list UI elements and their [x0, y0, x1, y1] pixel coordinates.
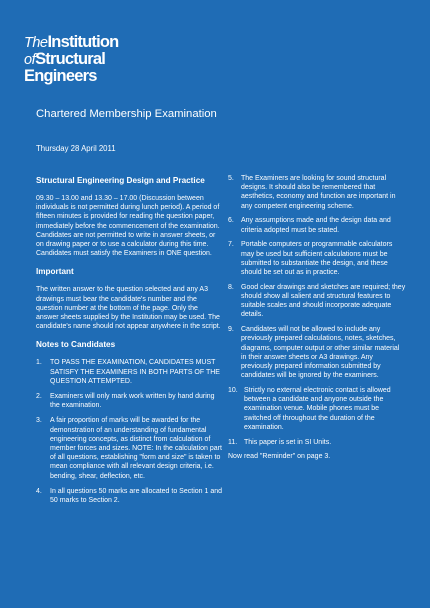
exam-date: Thursday 28 April 2011: [36, 144, 116, 153]
note-item: [228, 438, 406, 447]
note-text: Candidates will not be allowed to include any previously prepared calculations, notes, sketches, diagrams, computer output or other similar material in their answer sheets or A3 drawings. Any previously prepared information submitted by candidates will be ignored by the examiners.: [241, 326, 400, 380]
note-number: 2.: [36, 393, 42, 401]
note-text: Good clear drawings and sketches are required; they should show all salient and structural features to suitable scales and should incorporate adequate details.: [241, 283, 406, 319]
note-text: Any assumptions made and the design data and criteria adopted must be stated.: [241, 217, 391, 234]
note-text: This paper is set in SI Units.: [244, 438, 332, 446]
note-item: [228, 283, 406, 320]
paper-intro: 09.30 – 13.00 and 13.30 – 17.00 (Discussion between individuals is not permitted during lunch period). A period of fifteen minutes is provided for reading the question paper, immediately before the commencement of the examination. Candidates are not permitted to write in answer sheets, or on drawing paper or to use a calculator during this time. Candidates must satisfy the Examiners in ONE question.: [36, 195, 220, 258]
paper-heading: Structural Engineering Design and Practice: [36, 176, 205, 185]
note-text: Portable computers or programmable calculators may be used but sufficient calculations must be submitted to substantiate the design, and these should be set out as in practice.: [241, 241, 393, 277]
note-text: Strictly no external electronic contact is allowed between a candidate and anyone outside the examination venue. Mobile phones must be switched off throughout the duration of the examination.: [244, 387, 391, 431]
notes-heading: Notes to Candidates: [36, 340, 116, 350]
note-item: [36, 416, 222, 480]
logo-line-1: [24, 34, 118, 51]
note-item: [228, 240, 406, 277]
note-text: In all questions 50 marks are allocated to Section 1 and 50 marks to Section 2.: [50, 487, 222, 505]
document-title: Chartered Membership Examination: [36, 108, 217, 120]
logo-institution: Institution: [47, 33, 119, 51]
left-column: [36, 176, 222, 511]
note-item: [228, 386, 406, 432]
note-text: Examiners will only mark work written by hand during the examination.: [50, 393, 215, 410]
logo-line-2: [24, 51, 118, 68]
logo-of: of: [24, 52, 36, 68]
note-number: 11.: [228, 438, 238, 446]
note-item: [36, 487, 222, 505]
institution-logo: [24, 34, 118, 84]
important-text: The written answer to the question selected and any A3 drawings must bear the candidate's number and the question number at the bottom of the page. Only the answer sheets supplied by the Institution may be used. The candidate's name should not appear anywhere in the script.: [36, 286, 221, 331]
important-heading: Important: [36, 267, 74, 277]
logo-structural: Structural: [35, 50, 106, 68]
logo-the: The: [24, 35, 48, 51]
note-text: A fair proportion of marks will be awarded for the demonstration of an understanding of fundamental engineering concepts, as distinct from calculation of member forces and sizes. NOTE: In the calculation part of all questions, establishing "form and size" is taken to mean compliance with all relevant design criteria, i.e. bending, shear, deflection, etc.: [50, 417, 222, 480]
reminder-text: Now read "Reminder" on page 3.: [228, 453, 331, 461]
note-item: [36, 358, 222, 386]
note-item: [36, 392, 222, 410]
notes-list-right: [228, 174, 406, 447]
note-item: [228, 325, 406, 380]
note-number: 8.: [228, 283, 234, 291]
logo-line-3: Engineers: [24, 67, 97, 85]
note-text: The Examiners are looking for sound structural designs. It should also be remembered that aesthetics, economy and function are important in any competent engineering scheme.: [241, 175, 396, 210]
note-number: 9.: [228, 326, 234, 334]
note-text: TO PASS THE EXAMINATION, CANDIDATES MUST SATISFY THE EXAMINERS IN BOTH PARTS OF THE QUESTION ATTEMPTED.: [50, 359, 220, 385]
notes-list-left: [36, 358, 222, 505]
note-number: 6.: [228, 217, 234, 225]
note-number: 4.: [36, 487, 42, 495]
note-number: 10.: [228, 387, 238, 395]
note-number: 1.: [36, 359, 42, 367]
right-column: [228, 174, 406, 462]
note-number: 3.: [36, 417, 42, 425]
note-number: 7.: [228, 241, 234, 249]
note-item: [228, 216, 406, 234]
note-item: [228, 174, 406, 211]
note-number: 5.: [228, 175, 234, 182]
